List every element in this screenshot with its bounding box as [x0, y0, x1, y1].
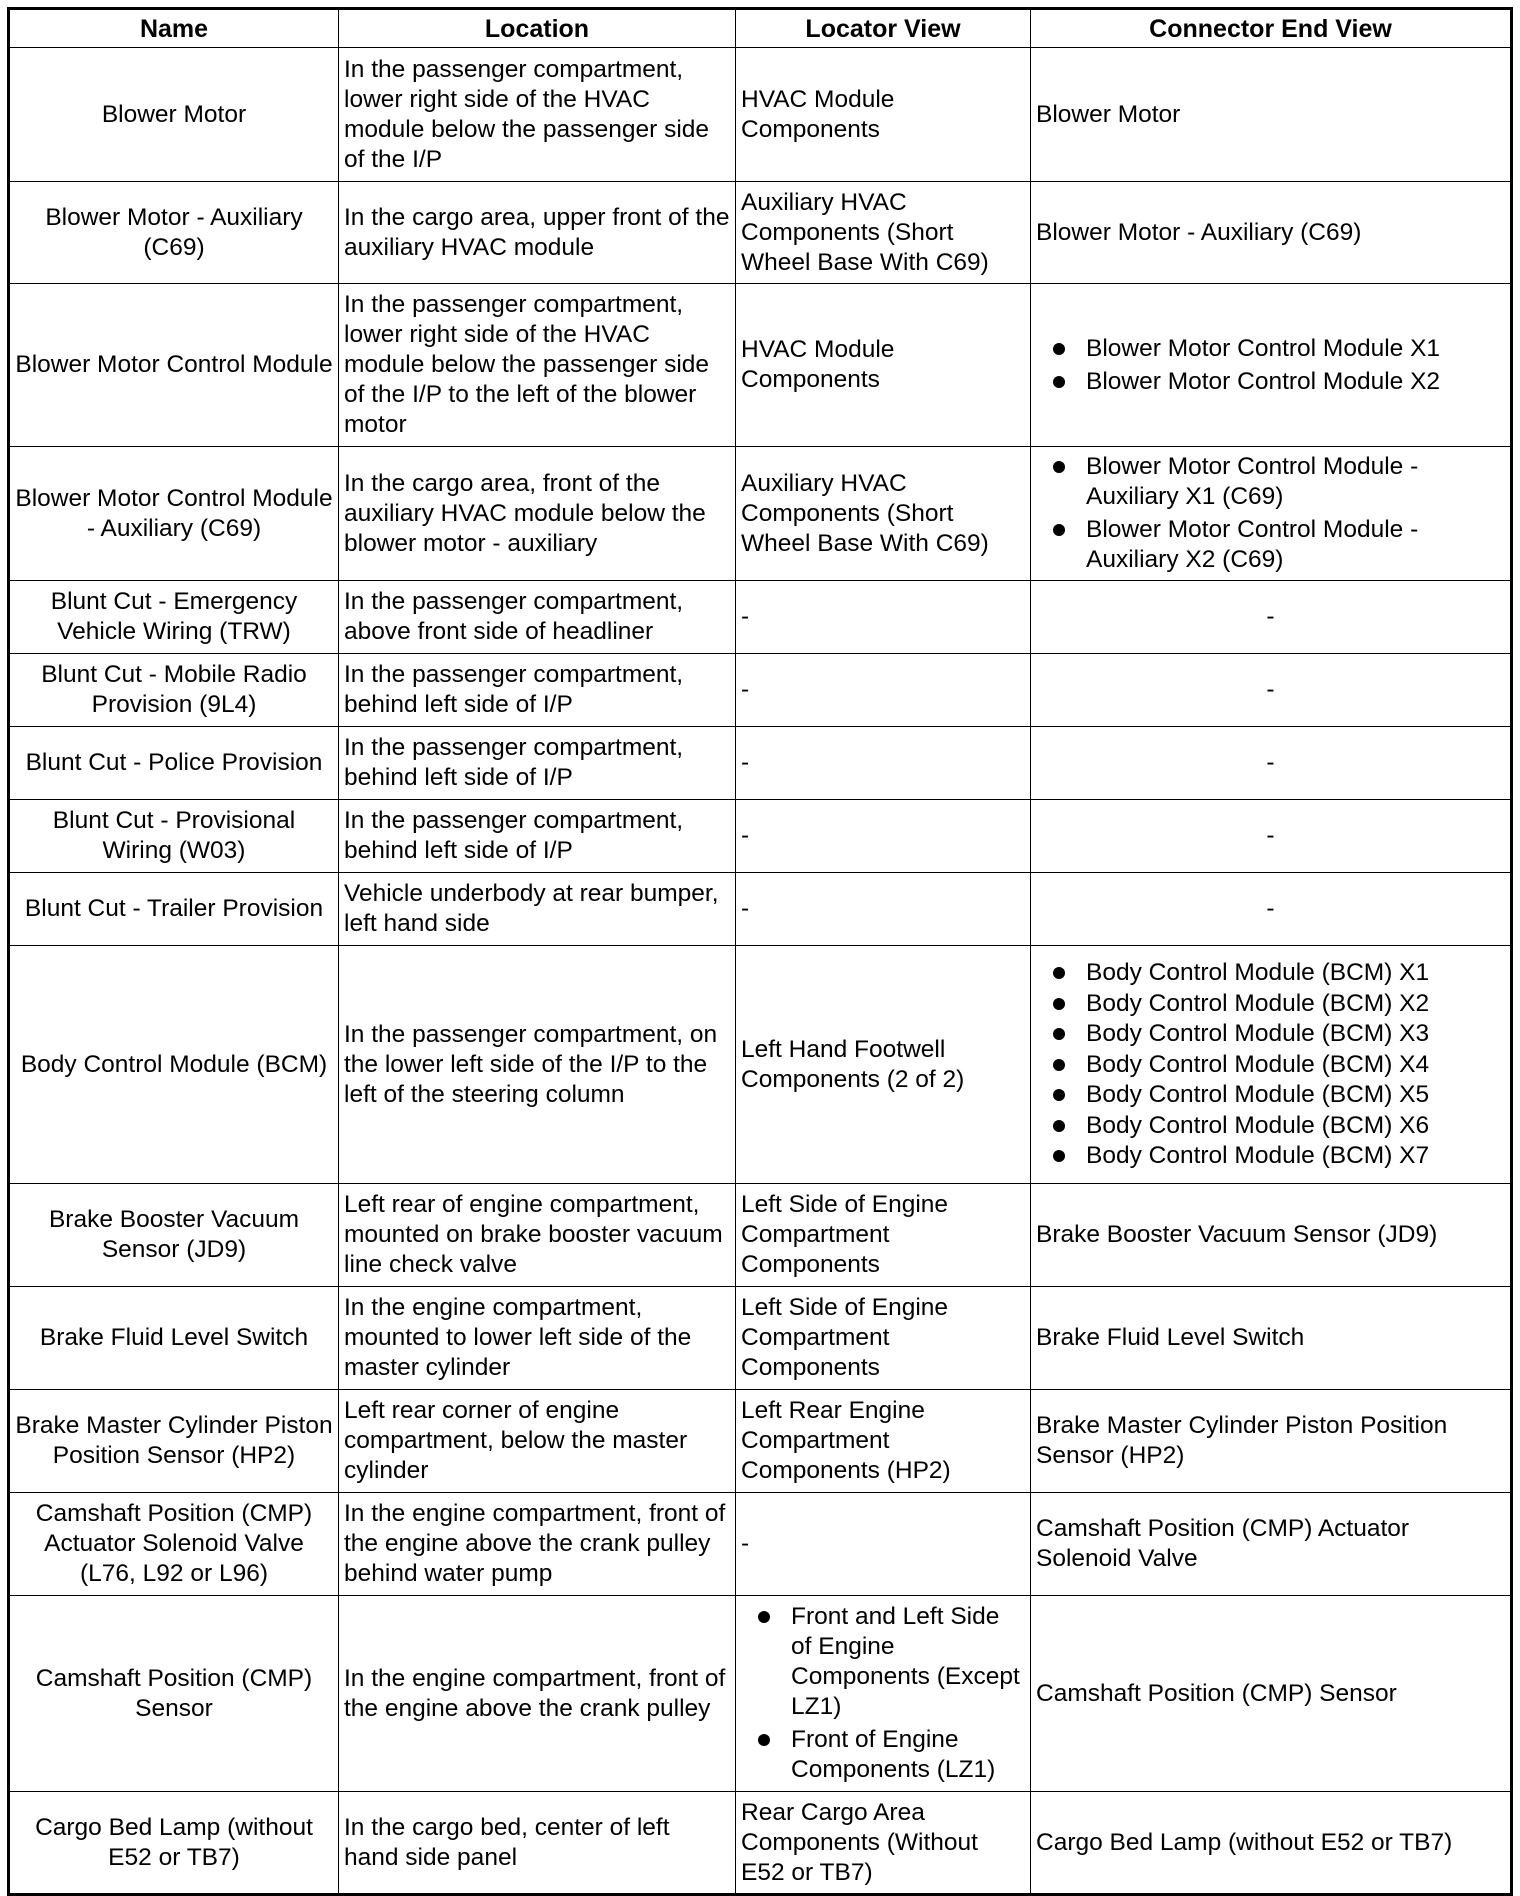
cell-name: Brake Fluid Level Switch	[9, 1287, 339, 1390]
table-row	[9, 581, 1512, 654]
cell-locator-view: Left Hand Footwell Components (2 of 2)	[736, 946, 1031, 1184]
cell-locator-view: Auxiliary HVAC Components (Short Wheel Base With C69)	[736, 182, 1031, 284]
cell-locator-view: Left Side of Engine Compartment Components	[736, 1184, 1031, 1287]
cell-locator-view: -	[736, 654, 1031, 727]
cell-connector-end-view	[1031, 284, 1512, 447]
cell-connector-end-view: -	[1031, 873, 1512, 946]
list-item: Body Control Module (BCM) X4	[1086, 1050, 1505, 1080]
table-row	[9, 1792, 1512, 1895]
list-item: Body Control Module (BCM) X7	[1086, 1141, 1505, 1171]
list-item: Blower Motor Control Module - Auxiliary X1 (C69)	[1086, 452, 1505, 512]
table-row	[9, 48, 1512, 182]
list-item: Front of Engine Components (LZ1)	[791, 1725, 1025, 1785]
cell-locator-view	[736, 1596, 1031, 1792]
cell-connector-end-view: Blower Motor	[1031, 48, 1512, 182]
cell-name: Blunt Cut - Mobile Radio Provision (9L4)	[9, 654, 339, 727]
cell-connector-end-view	[1031, 447, 1512, 581]
cell-locator-view: HVAC Module Components	[736, 48, 1031, 182]
cell-connector-end-view: Camshaft Position (CMP) Sensor	[1031, 1596, 1512, 1792]
cell-connector-end-view	[1031, 946, 1512, 1184]
table-row	[9, 727, 1512, 800]
header-locator-view: Locator View	[736, 9, 1031, 48]
table-row	[9, 1184, 1512, 1287]
header-location: Location	[339, 9, 736, 48]
cell-connector-end-view: -	[1031, 727, 1512, 800]
cell-name: Blunt Cut - Police Provision	[9, 727, 339, 800]
list-item: Body Control Module (BCM) X2	[1086, 989, 1505, 1019]
cell-name: Cargo Bed Lamp (without E52 or TB7)	[9, 1792, 339, 1895]
cell-location: In the passenger compartment, behind left side of I/P	[339, 654, 736, 727]
header-row	[9, 9, 1512, 48]
table-row	[9, 873, 1512, 946]
cell-name: Brake Booster Vacuum Sensor (JD9)	[9, 1184, 339, 1287]
cell-locator-view: Rear Cargo Area Components (Without E52 or TB7)	[736, 1792, 1031, 1895]
cell-locator-view: -	[736, 873, 1031, 946]
cell-location: In the passenger compartment, on the lower left side of the I/P to the left of the steering column	[339, 946, 736, 1184]
connector-list	[1036, 452, 1505, 575]
cell-name: Blower Motor Control Module	[9, 284, 339, 447]
cell-connector-end-view: -	[1031, 581, 1512, 654]
cell-location: Left rear of engine compartment, mounted on brake booster vacuum line check valve	[339, 1184, 736, 1287]
cell-name: Blunt Cut - Provisional Wiring (W03)	[9, 800, 339, 873]
cell-locator-view: Left Rear Engine Compartment Components (HP2)	[736, 1390, 1031, 1493]
connector-list	[1036, 334, 1505, 397]
cell-name: Camshaft Position (CMP) Sensor	[9, 1596, 339, 1792]
cell-name: Blunt Cut - Trailer Provision	[9, 873, 339, 946]
list-item: Body Control Module (BCM) X5	[1086, 1080, 1505, 1110]
connector-list	[1036, 958, 1505, 1171]
cell-name: Body Control Module (BCM)	[9, 946, 339, 1184]
cell-location: In the passenger compartment, lower right side of the HVAC module below the passenger side of the I/P to the left of the blower motor	[339, 284, 736, 447]
list-item: Blower Motor Control Module X1	[1086, 334, 1505, 364]
cell-location: In the engine compartment, front of the engine above the crank pulley	[339, 1596, 736, 1792]
cell-connector-end-view: Cargo Bed Lamp (without E52 or TB7)	[1031, 1792, 1512, 1895]
table-row	[9, 1493, 1512, 1596]
list-item: Blower Motor Control Module X2	[1086, 367, 1505, 397]
cell-location: In the engine compartment, mounted to lower left side of the master cylinder	[339, 1287, 736, 1390]
cell-connector-end-view: -	[1031, 654, 1512, 727]
list-item: Body Control Module (BCM) X3	[1086, 1019, 1505, 1049]
list-item: Blower Motor Control Module - Auxiliary X2 (C69)	[1086, 515, 1505, 575]
cell-connector-end-view: Camshaft Position (CMP) Actuator Solenoid Valve	[1031, 1493, 1512, 1596]
cell-locator-view: -	[736, 727, 1031, 800]
header-connector-end-view: Connector End View	[1031, 9, 1512, 48]
table-row	[9, 1596, 1512, 1792]
cell-location: In the passenger compartment, lower right side of the HVAC module below the passenger side of the I/P	[339, 48, 736, 182]
cell-connector-end-view: -	[1031, 800, 1512, 873]
table-row	[9, 447, 1512, 581]
cell-name: Blower Motor - Auxiliary (C69)	[9, 182, 339, 284]
cell-locator-view: -	[736, 581, 1031, 654]
cell-locator-view: Auxiliary HVAC Components (Short Wheel Base With C69)	[736, 447, 1031, 581]
cell-connector-end-view: Blower Motor - Auxiliary (C69)	[1031, 182, 1512, 284]
header-name: Name	[9, 9, 339, 48]
locator-list	[741, 1602, 1025, 1785]
cell-location: Vehicle underbody at rear bumper, left hand side	[339, 873, 736, 946]
cell-name: Camshaft Position (CMP) Actuator Solenoid Valve (L76, L92 or L96)	[9, 1493, 339, 1596]
list-item: Body Control Module (BCM) X6	[1086, 1111, 1505, 1141]
cell-location: In the cargo area, front of the auxiliary HVAC module below the blower motor - auxiliary	[339, 447, 736, 581]
table-row	[9, 1390, 1512, 1493]
cell-connector-end-view: Brake Fluid Level Switch	[1031, 1287, 1512, 1390]
list-item: Front and Left Side of Engine Components (Except LZ1)	[791, 1602, 1025, 1722]
component-locator-table	[7, 7, 1513, 1896]
cell-location: In the passenger compartment, behind left side of I/P	[339, 727, 736, 800]
cell-location: In the cargo bed, center of left hand side panel	[339, 1792, 736, 1895]
table-row	[9, 946, 1512, 1184]
table-row	[9, 182, 1512, 284]
cell-name: Blower Motor Control Module - Auxiliary (C69)	[9, 447, 339, 581]
cell-connector-end-view: Brake Booster Vacuum Sensor (JD9)	[1031, 1184, 1512, 1287]
cell-name: Blower Motor	[9, 48, 339, 182]
table-row	[9, 800, 1512, 873]
cell-locator-view: HVAC Module Components	[736, 284, 1031, 447]
table-row	[9, 654, 1512, 727]
cell-location: In the passenger compartment, behind left side of I/P	[339, 800, 736, 873]
cell-name: Blunt Cut - Emergency Vehicle Wiring (TRW)	[9, 581, 339, 654]
cell-location: In the engine compartment, front of the engine above the crank pulley behind water pump	[339, 1493, 736, 1596]
cell-location: In the cargo area, upper front of the auxiliary HVAC module	[339, 182, 736, 284]
cell-location: Left rear corner of engine compartment, below the master cylinder	[339, 1390, 736, 1493]
cell-locator-view: -	[736, 800, 1031, 873]
cell-connector-end-view: Brake Master Cylinder Piston Position Sensor (HP2)	[1031, 1390, 1512, 1493]
list-item: Body Control Module (BCM) X1	[1086, 958, 1505, 988]
cell-locator-view: Left Side of Engine Compartment Components	[736, 1287, 1031, 1390]
cell-name: Brake Master Cylinder Piston Position Sensor (HP2)	[9, 1390, 339, 1493]
table-row	[9, 1287, 1512, 1390]
cell-location: In the passenger compartment, above front side of headliner	[339, 581, 736, 654]
table-row	[9, 284, 1512, 447]
cell-locator-view: -	[736, 1493, 1031, 1596]
